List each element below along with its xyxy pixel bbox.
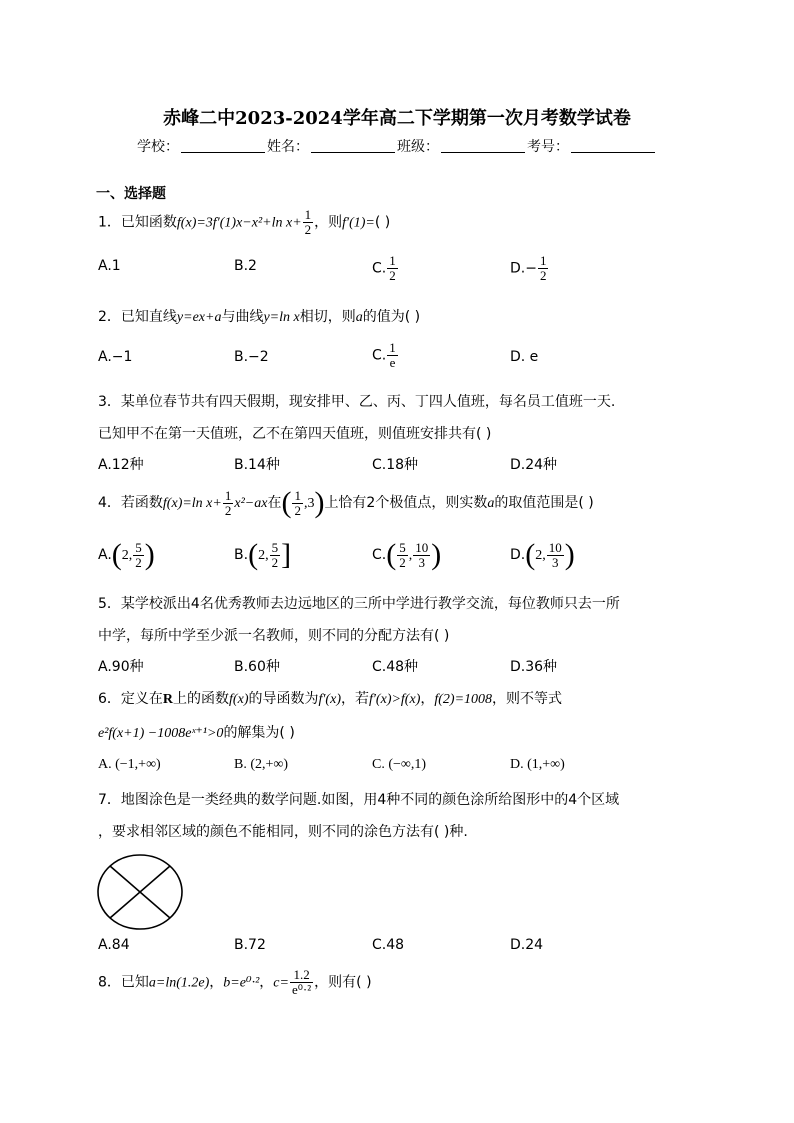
denominator: 3 [418, 554, 425, 570]
separator: ， [209, 974, 224, 991]
denominator: e⁰·² [291, 982, 312, 997]
math-expression: a=ln(1.2e) [148, 975, 210, 991]
option-c [372, 540, 441, 570]
numerator: 1 [304, 207, 312, 222]
option-letter: D. [510, 547, 526, 563]
option-c: C.48 [372, 937, 405, 953]
numerator: 1 [539, 253, 547, 268]
name-label: 姓名： [267, 139, 309, 155]
denominator: 2 [224, 502, 232, 518]
option-letter: D.− [510, 260, 537, 277]
numerator: 1 [389, 340, 396, 355]
question-number: 7． [98, 792, 121, 808]
question-2 [98, 306, 420, 326]
question-text: 在 [267, 495, 282, 511]
option-b: B.−2 [234, 349, 269, 365]
question-text: 某单位春节共有四天假期，现安排甲、乙、丙、丁四人值班，每名员工值班一天. [120, 394, 616, 410]
option-a [98, 540, 155, 570]
option-b: B.60种 [234, 659, 280, 675]
question-text: 某学校派出4名优秀教师去边远地区的三所中学进行教学交流，每位教师只去一所 [120, 596, 620, 612]
numerator: 5 [135, 539, 142, 555]
numerator: 1 [389, 253, 396, 268]
question-text: 的取值范围是( ) [494, 495, 594, 511]
option-d: D.24种 [510, 457, 558, 473]
math-expression: 2, [535, 548, 546, 563]
question-text: ，若 [340, 691, 369, 707]
question-text: 已知直线 [120, 309, 177, 325]
question-number: 3． [98, 394, 121, 410]
left-paren: ( [248, 538, 259, 571]
math-expression: 2, [258, 548, 269, 563]
option-a: A.−1 [98, 349, 133, 365]
right-paren: ) [431, 538, 442, 571]
denominator: 2 [271, 554, 279, 570]
question-text: 已知 [120, 974, 149, 991]
fraction [397, 541, 408, 570]
section-heading: 一、选择题 [96, 186, 166, 202]
denominator: 2 [135, 554, 142, 570]
option-d: D.24 [510, 937, 544, 953]
question-text: 的值为( ) [362, 309, 421, 325]
option-c: C. (−∞,1) [372, 757, 427, 772]
question-number: 1． [98, 214, 121, 231]
math-expression: f′(x)>f(x) [368, 692, 421, 707]
question-text: 上恰有2个极值点，则实数 [324, 495, 488, 511]
option-d [510, 254, 549, 283]
numerator: 1.2 [290, 968, 313, 983]
option-letter: C. [372, 260, 387, 277]
math-expression: b=e⁰·² [223, 975, 260, 991]
question-text: 与曲线 [221, 309, 264, 325]
left-paren: ( [111, 538, 122, 571]
right-paren: ) [314, 486, 325, 519]
numerator: 5 [271, 539, 279, 555]
question-6-line-1 [98, 688, 562, 708]
number-blank [571, 152, 655, 153]
option-d [510, 540, 575, 570]
math-variable: a [487, 496, 495, 511]
school-label: 学校： [137, 139, 179, 155]
option-a: A.12种 [98, 457, 144, 473]
fraction [547, 541, 564, 570]
numerator: 1 [224, 487, 232, 503]
numerator: 1 [294, 487, 301, 503]
class-label: 班级： [397, 139, 439, 155]
math-variable: a [355, 310, 363, 325]
question-number: 6． [98, 691, 121, 707]
option-b: B. (2,+∞) [234, 757, 289, 772]
question-number: 5． [98, 596, 121, 612]
student-info-line [0, 136, 794, 156]
question-text: ， [420, 691, 435, 707]
question-text: ，则有( ) [314, 974, 372, 991]
question-text: 的解集为( ) [223, 725, 295, 741]
denominator: e [389, 355, 396, 370]
option-d: D. e [510, 349, 539, 365]
option-letter: C. [372, 547, 387, 563]
math-expression: f(x) [229, 692, 249, 707]
option-letter: B. [234, 547, 249, 563]
question-7-line-2: ，要求相邻区域的颜色不能相同，则不同的涂色方法有( )种. [98, 824, 468, 840]
question-number: 2． [98, 309, 121, 325]
right-bracket: ] [281, 538, 292, 571]
right-paren: ) [564, 538, 575, 571]
fraction [223, 489, 234, 518]
option-c [372, 254, 399, 283]
math-expression: f(2)=1008 [434, 692, 493, 707]
class-blank [441, 152, 525, 153]
question-3-line-2: 已知甲不在第一天值班，乙不在第四天值班，则值班安排共有( ) [98, 426, 492, 442]
fraction [133, 541, 144, 570]
question-3-line-1 [98, 391, 615, 411]
fraction [270, 541, 281, 570]
name-blank [311, 152, 395, 153]
question-text: 若函数 [120, 495, 163, 511]
math-set-r: R [162, 692, 174, 707]
option-a: A.1 [98, 258, 121, 274]
math-expression: 2, [121, 548, 133, 563]
option-a: A. (−1,+∞) [98, 757, 161, 772]
math-expression: x²−ax [234, 496, 268, 511]
numerator: 5 [399, 539, 406, 555]
option-b [234, 540, 291, 570]
denominator: 2 [304, 222, 312, 237]
question-4 [98, 488, 594, 518]
fraction [387, 341, 398, 370]
fraction [290, 968, 313, 997]
math-expression: y=ln x [263, 310, 300, 325]
math-expression: f(x)=ln x+ [162, 496, 222, 511]
left-paren: ( [386, 538, 397, 571]
left-paren: ( [525, 538, 536, 571]
option-c [372, 341, 399, 370]
question-7-line-1 [98, 789, 619, 809]
question-5-line-2: 中学，每所中学至少派一名教师，则不同的分配方法有( ) [98, 628, 450, 644]
option-c: C.18种 [372, 457, 419, 473]
question-8 [98, 968, 372, 997]
right-paren: ) [144, 538, 155, 571]
denominator: 2 [294, 502, 301, 518]
fraction [292, 489, 303, 518]
fraction [538, 254, 549, 283]
denominator: 3 [551, 554, 559, 570]
question-text: ，则 [314, 214, 343, 231]
question-text: 定义在 [120, 691, 163, 707]
fraction [387, 254, 398, 283]
option-d: D.36种 [510, 659, 558, 675]
question-5-line-1 [98, 593, 620, 613]
fraction [413, 541, 430, 570]
number-label: 考号： [527, 139, 569, 155]
question-text: 已知函数 [120, 214, 177, 231]
option-b: B.72 [234, 937, 266, 953]
math-expression: ,3 [303, 496, 315, 511]
question-text: 的导函数为 [248, 691, 319, 707]
question-text: 上的函数 [173, 691, 230, 707]
math-expression: f(x)=3f′(1)x−x²+ln x+ [176, 215, 302, 231]
map-coloring-figure [96, 852, 184, 932]
option-letter: A. [98, 547, 112, 563]
option-letter: C. [372, 347, 387, 364]
separator: ， [259, 974, 274, 991]
math-expression: c= [273, 975, 289, 991]
school-blank [181, 152, 265, 153]
math-expression: e²f(x+1) −1008eˣ⁺¹>0 [98, 726, 224, 741]
option-b: B.14种 [234, 457, 280, 473]
numerator: 10 [548, 539, 562, 555]
question-number: 8． [98, 974, 121, 991]
fraction [303, 208, 314, 237]
denominator: 2 [389, 268, 396, 283]
question-1 [98, 208, 390, 237]
question-number: 4． [98, 495, 121, 511]
exam-title: 赤峰二中2023-2024学年高二下学期第一次月考数学试卷 [163, 108, 631, 129]
left-paren: ( [281, 486, 292, 519]
comma: , [408, 548, 413, 563]
question-text: 地图涂色是一类经典的数学问题.如图，用4种不同的颜色涂所给图形中的4个区域 [120, 792, 620, 808]
denominator: 2 [539, 268, 547, 283]
option-a: A.90种 [98, 659, 144, 675]
denominator: 2 [399, 554, 406, 570]
math-expression: f′(1)= [342, 215, 375, 231]
question-6-line-2 [98, 722, 295, 742]
question-text: 相切，则 [299, 309, 356, 325]
option-d: D. (1,+∞) [510, 757, 565, 772]
answer-paren: ( ) [374, 214, 391, 231]
math-expression: f′(x) [318, 692, 341, 707]
option-a: A.84 [98, 937, 130, 953]
option-c: C.48种 [372, 659, 419, 675]
math-expression: y=ex+a [176, 310, 222, 325]
numerator: 10 [415, 539, 429, 555]
question-text: ，则不等式 [492, 691, 563, 707]
option-b: B.2 [234, 258, 257, 274]
